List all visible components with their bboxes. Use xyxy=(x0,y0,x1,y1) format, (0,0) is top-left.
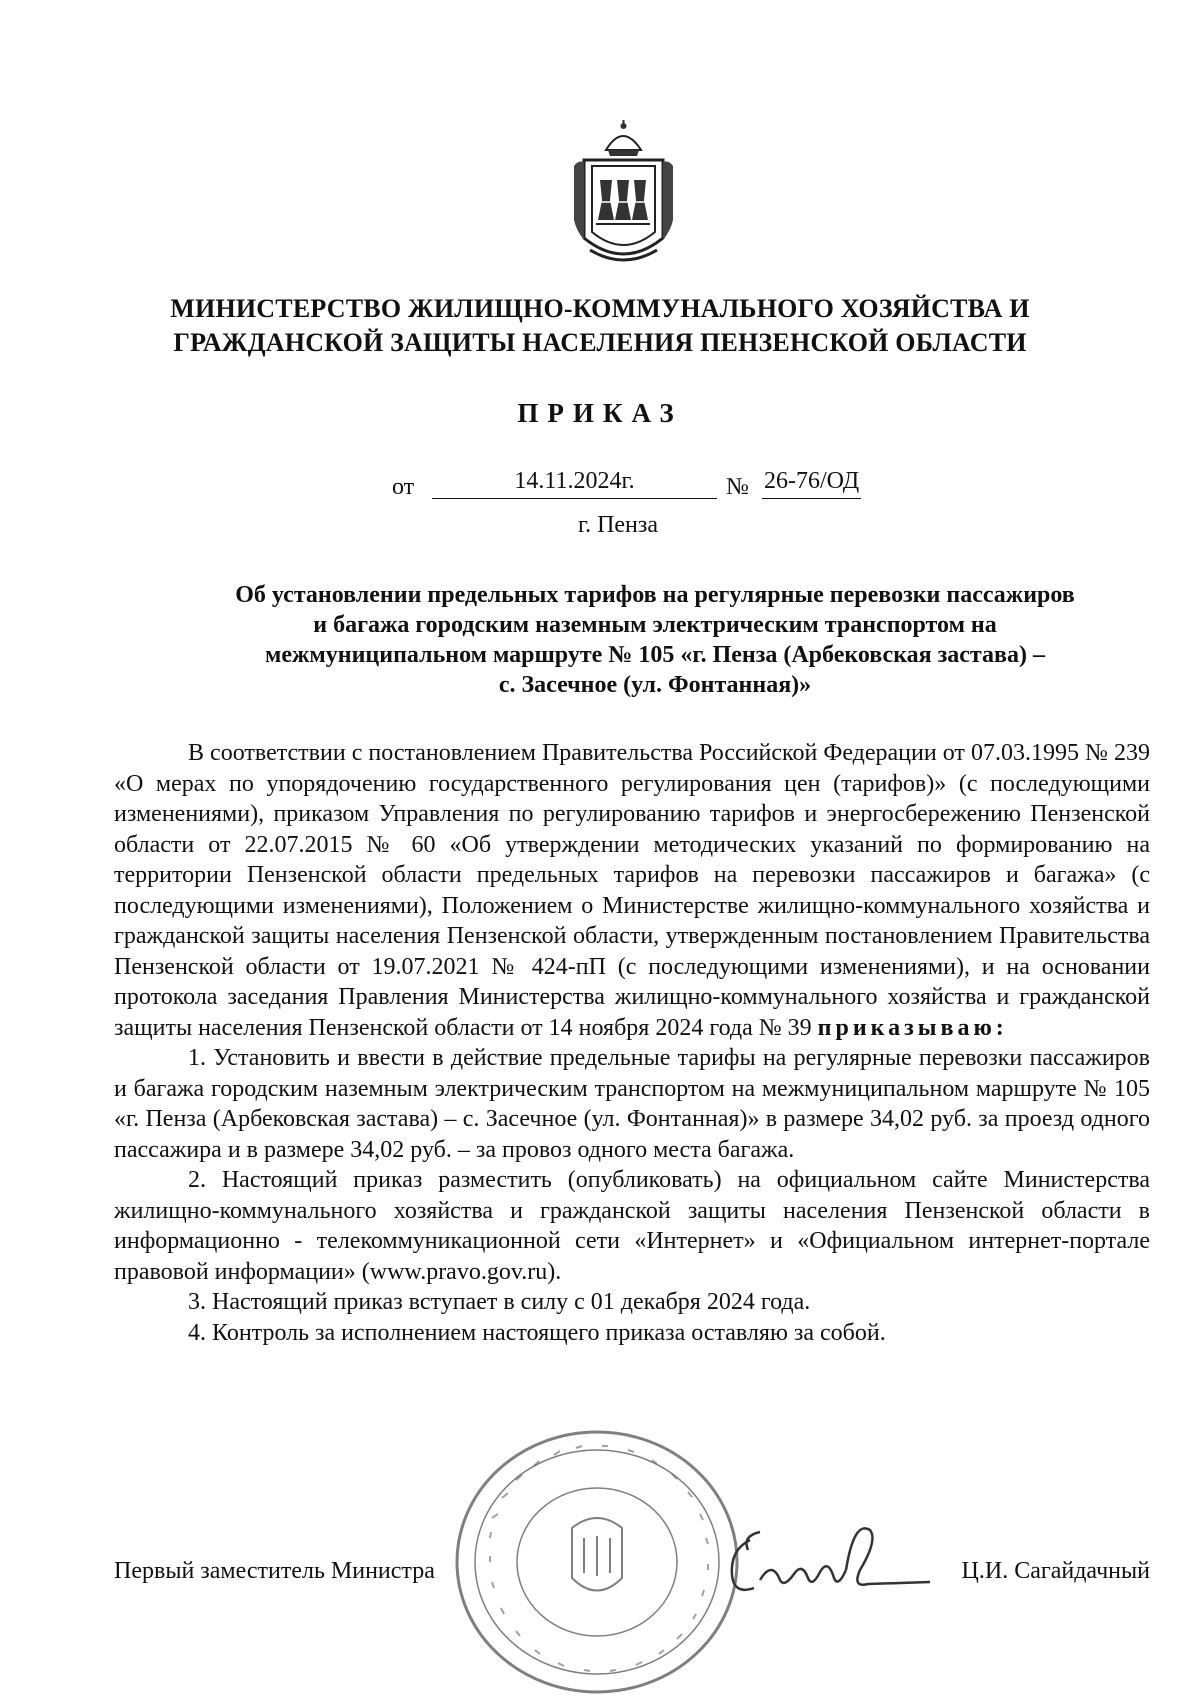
order-item-2: 2. Настоящий приказ разместить (опубликовать) на официальном сайте Министерства жилищно-коммунального хозяйства и гражданской защиты населения Пензенской области в информационно - телекоммуникационной сети «Интернет» и «Официальном интернет-портале правовой информации» (www.pravo.gov.ru). xyxy=(114,1167,1150,1285)
order-subject xyxy=(160,580,1150,700)
preamble-paragraph xyxy=(114,738,1150,1043)
signatory-name: Ц.И. Сагайдачный xyxy=(961,1558,1150,1584)
order-item-3: 3. Настоящий приказ вступает в силу с 01 декабря 2024 года. xyxy=(188,1289,811,1315)
date-number-line xyxy=(392,468,912,502)
order-number: 26-76/ОД xyxy=(762,468,861,499)
order-body xyxy=(114,738,1150,1348)
number-label: № xyxy=(726,474,749,500)
signatory-title: Первый заместитель Министра xyxy=(114,1558,435,1584)
subject-line: межмуниципальном маршруте № 105 «г. Пенза (Арбековская застава) – xyxy=(265,642,1045,668)
document-type-title: ПРИКАЗ xyxy=(517,398,683,428)
date-label: от xyxy=(392,474,415,500)
order-date: 14.11.2024г. xyxy=(432,468,717,499)
subject-line: и багажа городским наземным электрическим транспортом на xyxy=(313,612,997,638)
coat-of-arms-emblem xyxy=(566,120,681,270)
ministry-name-line2: ГРАЖДАНСКОЙ ЗАЩИТЫ НАСЕЛЕНИЯ ПЕНЗЕНСКОЙ ОБЛАСТИ xyxy=(173,328,1027,357)
ministry-name xyxy=(120,292,1080,360)
city-name: г. Пенза xyxy=(577,512,659,538)
ministry-name-line1: МИНИСТЕРСТВО ЖИЛИЩНО-КОММУНАЛЬНОГО ХОЗЯЙСТВА И xyxy=(170,294,1030,323)
preamble-text: В соответствии с постановлением Правительства Российской Федерации от 07.03.1995 № 239 «О мерах по упорядочению государственного регулирования цен (тарифов)» (с последующими изменениями), приказом Управления по регулированию тарифов и энергосбережению Пензенской области от 22.07.2015 № 60 «Об утверждении методических указаний по формированию на территории Пензенской области предельных тарифов на перевозки пассажиров и багажа» (с последующими изменениями), Положением о Министерстве жилищно-коммунального хозяйства и гражданской защиты населения Пензенской области, утвержденным постановлением Правительства Пензенской области от 19.07.2021 № 424-пП (с последующими изменениями), и на основании протокола заседания Правления Министерства жилищно-коммунального хозяйства и гражданской защиты населения Пензенской области от 14 ноября 2024 года № 39 xyxy=(114,740,1150,1041)
handwritten-signature xyxy=(720,1510,940,1610)
subject-line: Об установлении предельных тарифов на регулярные перевозки пассажиров xyxy=(235,582,1075,608)
official-seal-stamp xyxy=(452,1428,742,1696)
order-word: приказываю: xyxy=(817,1014,1008,1041)
subject-line: с. Засечное (ул. Фонтанная)» xyxy=(498,672,812,698)
order-item-1: 1. Установить и ввести в действие предельные тарифы на регулярные перевозки пассажиров и багажа городским наземным электрическим транспортом на межмуниципальном маршруте № 105 «г. Пенза (Арбековская застава) – с. Засечное (ул. Фонтанная)» в размере 34,02 руб. за проезд одного пассажира и в размере 34,02 руб. – за провоз одного места багажа. xyxy=(114,1045,1150,1163)
order-item-4: 4. Контроль за исполнением настоящего приказа оставляю за собой. xyxy=(188,1319,886,1346)
